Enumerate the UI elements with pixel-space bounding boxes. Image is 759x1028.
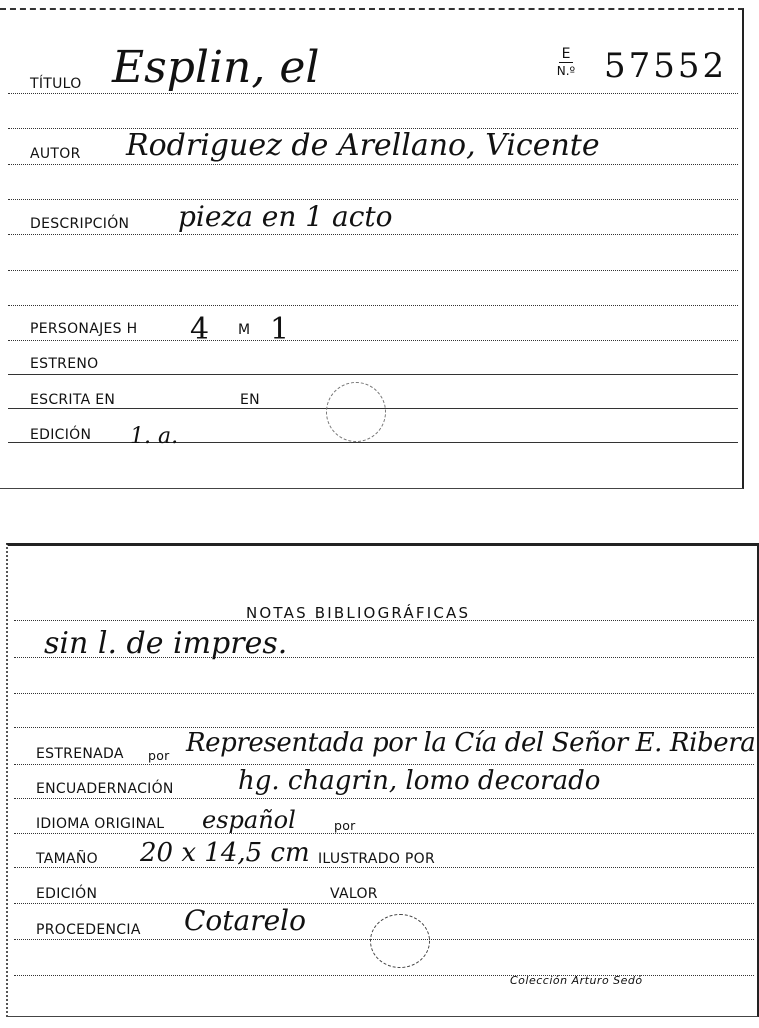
library-stamp (370, 914, 430, 968)
rule-personajes (8, 340, 738, 341)
procedencia-value: Cotarelo (184, 904, 306, 937)
personajes-m-value: 1 (270, 312, 290, 347)
rule-edicion-valor (14, 903, 754, 904)
rule-estreno (8, 374, 738, 375)
notes-handwritten: sin l. de impres. (44, 626, 288, 661)
ilustrado-label: ILUSTRADO POR (318, 851, 435, 867)
idioma-label: IDIOMA ORIGINAL (36, 816, 165, 832)
rule-encuadernacion (14, 798, 754, 799)
rule-notas-1 (14, 620, 754, 621)
procedencia-label: PROCEDENCIA (36, 922, 141, 938)
encuadernacion-value: hg. chagrin, lomo decorado (238, 766, 601, 796)
autor-value: Rodriguez de Arellano, Vicente (126, 128, 600, 163)
titulo-value: Esplin, el (112, 42, 320, 93)
valor-label: VALOR (330, 886, 378, 902)
estreno-label: ESTRENO (30, 356, 99, 372)
en-label: EN (240, 392, 260, 408)
notas-heading: NOTAS BIBLIOGRÁFICAS (246, 604, 471, 622)
rule-notas-last (14, 975, 754, 976)
idioma-value: español (202, 806, 296, 834)
personajes-m-label: M (238, 322, 251, 338)
numero-value: 57552 (604, 46, 728, 86)
edicion-value: 1. a. (130, 424, 179, 449)
personajes-h-value: 4 (190, 312, 210, 347)
numero-symbol: E N.º (556, 46, 576, 78)
idioma-por-label: por (334, 818, 356, 833)
rule-descripcion (8, 234, 738, 235)
rule-estrenada (14, 764, 754, 765)
rule-edicion (8, 442, 738, 443)
estrenada-label: ESTRENADA (36, 746, 124, 762)
rule-blank-3 (8, 270, 738, 271)
edicion-label: EDICIÓN (30, 427, 92, 443)
encuadernacion-label: ENCUADERNACIÓN (36, 781, 174, 797)
tamano-label: TAMAÑO (36, 851, 98, 867)
rule-autor (8, 164, 738, 165)
rule-titulo (8, 93, 738, 94)
rule-idioma (14, 833, 754, 834)
edicion-bottom-label: EDICIÓN (36, 886, 98, 902)
descripcion-label: DESCRIPCIÓN (30, 216, 130, 232)
rule-blank-4 (8, 305, 738, 306)
descripcion-value: pieza en 1 acto (178, 200, 393, 233)
autor-label: AUTOR (30, 146, 81, 162)
faint-stamp (326, 382, 386, 442)
collection-credit: Colección Arturo Sedó (510, 974, 643, 987)
tamano-value: 20 x 14,5 cm (140, 838, 310, 868)
rule-notas-3 (14, 693, 754, 694)
escrita-en-label: ESCRITA EN (30, 392, 116, 408)
estrenada-por-label: por (148, 748, 170, 763)
estrenada-value: Representada por la Cía del Señor E. Ribera (186, 728, 756, 758)
personajes-label: PERSONAJES H (30, 321, 138, 337)
rule-tamano (14, 867, 754, 868)
titulo-label: TÍTULO (30, 76, 82, 92)
